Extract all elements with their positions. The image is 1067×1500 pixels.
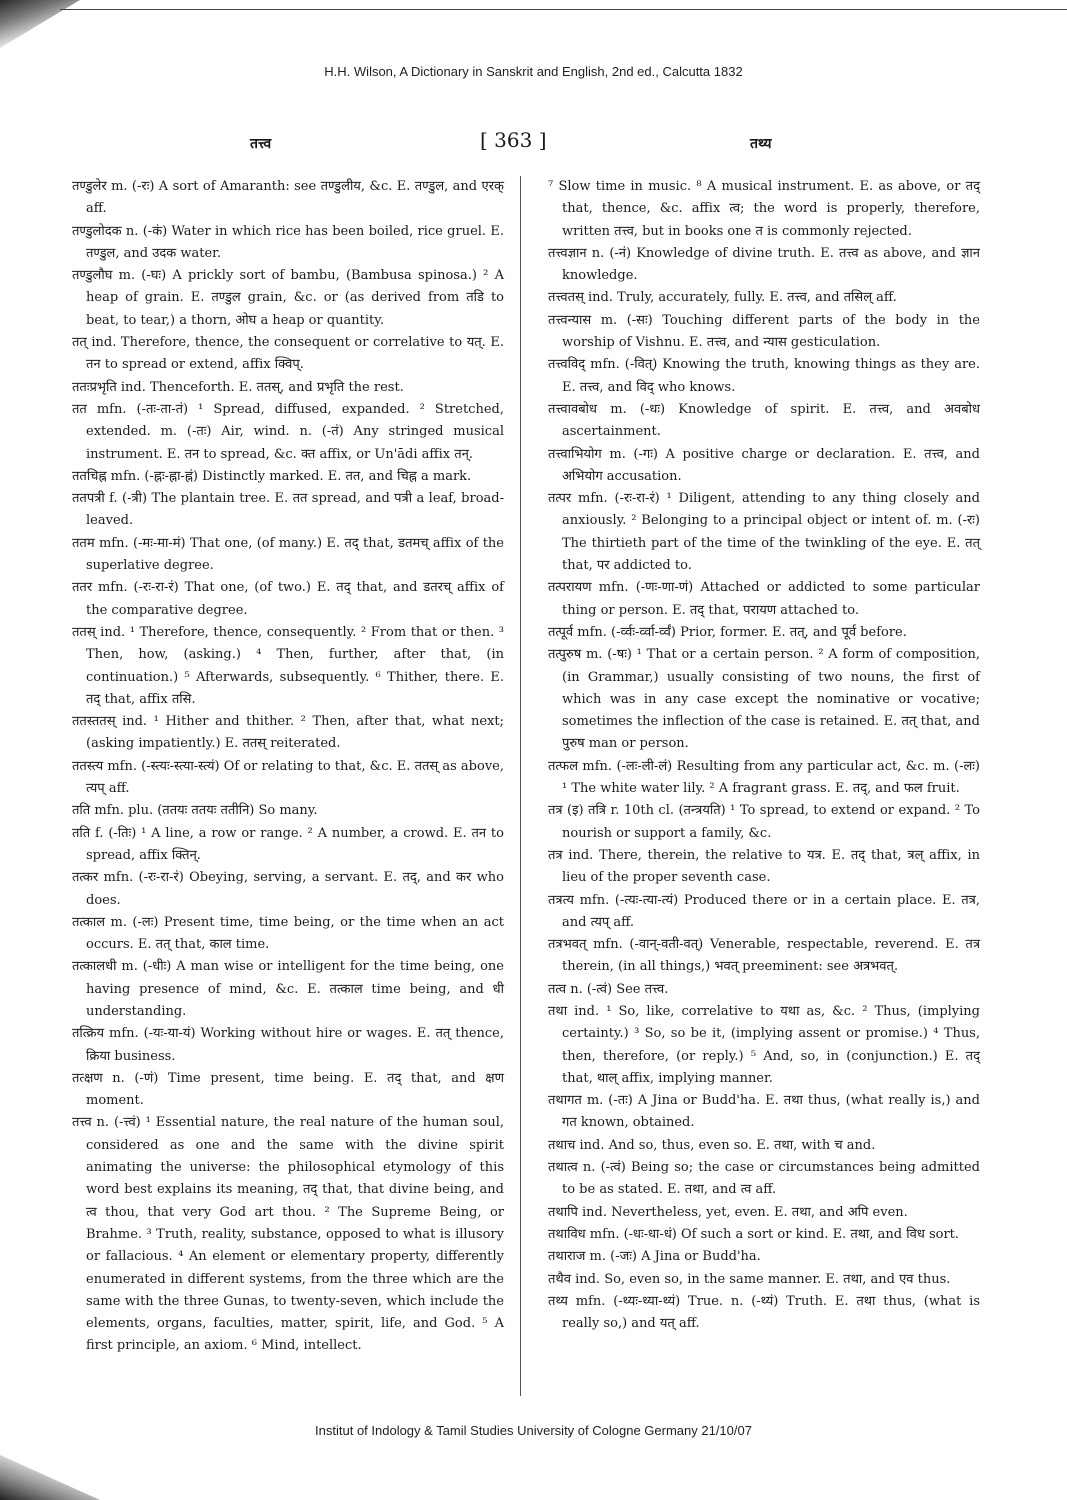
dictionary-entry: तत् ind. Therefore, thence, the consequent or correlative to यत्. E. तन to spread or extend, affix क्विप्. [72, 335, 504, 373]
source-header: H.H. Wilson, A Dictionary in Sanskrit and English, 2nd ed., Calcutta 1832 [324, 64, 743, 79]
dictionary-entry: तत्र ind. There, therein, the relative to यत्र. E. तद् that, त्रल् affix, in lieu of the proper seventh case. [548, 847, 980, 886]
dictionary-entry: तत्पर mfn. (-रः-रा-रं) ¹ Diligent, attending to any thing closely and anxiously. ² Belonging to a principal object or intent of. m. (-रः) The thirtieth part of the time of the twinkling of the eye. E. तत् that, पर addicted to. [548, 491, 980, 574]
dictionary-entry: तत्र (इ) तत्रि r. 10th cl. (तन्त्रयति) ¹ To spread, to extend or expand. ² To nourish or support a family, &c. [548, 803, 980, 841]
dictionary-entry: तत्रभवत् mfn. (-वान्-वती-वत्) Venerable, respectable, reverend. E. तत्र therein, (in all things,) भवत् preeminent: see अत्रभवत्. [548, 937, 980, 975]
dictionary-entry: तत्त्वतस् ind. Truly, accurately, fully. E. तत्त्व, and तसिल् aff. [548, 290, 897, 306]
dictionary-entry: तत्त्वन्यास m. (-सः) Touching different parts of the body in the worship of Vishnu. E. तत्त्व, and न्यास gesticulation. [548, 312, 980, 351]
page-number: [ 363 ] [480, 128, 547, 152]
dictionary-entry: तत्त्व n. (-त्त्वं) ¹ Essential nature, the real nature of the human soul, considered as one and the same with the divine spirit animating the universe: the philosophical etymology of this word best explains its meaning, तद् that, that divine being, and त्व thou, that very God art thou. ² The Supreme Being, or Brahme. ³ Truth, reality, substance, opposed to what is illusory or fallacious. ⁴ An element or elementary property, differently enumerated in different systems, from the three which are the same with the three Gunas, to twenty-seven, which include the elements, organs, faculties, matter, spirit, life, and God. ⁵ A first principle, an axiom. ⁶ Mind, intellect. [72, 1115, 504, 1354]
dictionary-entry: तत्त्वावबोध m. (-धः) Knowledge of spirit. E. तत्त्व, and अवबोध ascertainment. [548, 401, 980, 440]
dictionary-entry: तत्कालधी m. (-धीः) A man wise or intelligent for the time being, one having presence of mind, &c. E. तत्काल time being, and धी understanding. [72, 959, 504, 1019]
dictionary-entry: तत्काल m. (-लः) Present time, time being, or the time when an act occurs. E. तत् that, काल time. [72, 914, 504, 953]
column-divider [520, 176, 521, 1396]
running-head-right: तथ्य [750, 136, 772, 152]
dictionary-entry: तत्व n. (-त्वं) See तत्त्व. [548, 981, 669, 997]
scan-shadow-top [0, 0, 80, 48]
dictionary-entry: तत्फल mfn. (-लः-ली-लं) Resulting from any particular act, &c. m. (-लः) ¹ The white water lily. ² A fragrant grass. E. तद्, and फल fruit. [548, 758, 980, 797]
dictionary-entry: ततःप्रभृति ind. Thenceforth. E. ततस्, and प्रभृति the rest. [72, 379, 404, 395]
dictionary-entry: तण्डुलौघ m. (-घः) A prickly sort of bambu, (Bambusa spinosa.) ² A heap of grain. E. तण्डुल grain, &c. or (as derived from तडि to beat, to tear,) a thorn, ओघ a heap or quantity. [72, 268, 504, 328]
dictionary-entry: तत्क्षण n. (-णं) Time present, time being. E. तद् that, and क्षण moment. [72, 1070, 504, 1109]
running-head-left: तत्त्व [250, 136, 272, 152]
scan-shadow-bottom [0, 1455, 100, 1500]
dictionary-entry: तण्डुलोदक n. (-कं) Water in which rice has been boiled, rice gruel. E. तण्डुल, and उदक water. [72, 223, 504, 261]
dictionary-entry: तथैव ind. So, even so, in the same manner. E. तथा, and एव thus. [548, 1271, 951, 1287]
dictionary-entry: तत्पूर्व mfn. (-र्व्वः-र्व्वा-र्व्वं) Prior, former. E. तत्, and पूर्व before. [548, 624, 907, 640]
source-footer: Institut of Indology & Tamil Studies University of Cologne Germany 21/10/07 [315, 1423, 752, 1438]
dictionary-entry: तत्त्वज्ञान n. (-नं) Knowledge of divine truth. E. तत्त्व as above, and ज्ञान knowledge. [548, 245, 980, 284]
dictionary-entry: तत्त्वविद् mfn. (-वित्) Knowing the truth, knowing things as they are. E. तत्त्व, and विद् who knows. [548, 357, 980, 395]
dictionary-entry: ततस्त्य mfn. (-स्त्यः-स्त्या-स्त्यं) Of or relating to that, &c. E. ततस् as above, त्यप् aff. [72, 758, 504, 797]
dictionary-entry: तथाराज m. (-जः) A Jina or Budd'ha. [548, 1249, 761, 1265]
dictionary-entry: तथाविध mfn. (-धः-धा-धं) Of such a sort or kind. E. तथा, and विध sort. [548, 1226, 960, 1242]
running-head [70, 128, 995, 158]
dictionary-entry: तत्पुरुष m. (-षः) ¹ That or a certain person. ² A form of composition, (in Grammar,) usually consisting of two nouns, the first of which was in any case except the nominative or vocative; sometimes the inflection of the case is retained. E. तत् that, and पुरुष man or person. [548, 647, 980, 752]
dictionary-entry: तत्रत्य mfn. (-त्यः-त्या-त्यं) Produced there or in a certain place. E. तत्र, and त्यप् aff. [548, 892, 980, 930]
dictionary-entry: ततस् ind. ¹ Therefore, thence, consequently. ² From that or then. ³ Then, how, (asking.) ⁴ Then, further, after that, (in continuation.) ⁵ Afterwards, subsequently. ⁶ Thither, there. E. तद् that, affix तसि. [72, 624, 504, 707]
right-column [548, 176, 980, 1335]
dictionary-entry: ततपत्री f. (-त्री) The plantain tree. E. तत spread, and पत्री a leaf, broad-leaved. [72, 491, 504, 529]
dictionary-entry: तति mfn. plu. (ततयः ततयः ततीनि) So many. [72, 803, 318, 819]
dictionary-entry: तथाच ind. And so, thus, even so. E. तथा, with च and. [548, 1137, 876, 1153]
left-column [72, 176, 504, 1358]
dictionary-entry: ततचिह्न mfn. (-ह्नः-ह्ना-ह्नं) Distinctly marked. E. तत, and चिह्न a mark. [72, 468, 472, 484]
dictionary-entry: तत्परायण mfn. (-णः-णा-णं) Attached or addicted to some particular thing or person. E. तद् that, परायण attached to. [548, 580, 980, 618]
dictionary-entry: तथागत m. (-तः) A Jina or Budd'ha. E. तथा thus, (what really is,) and गत known, obtained. [548, 1093, 980, 1131]
dictionary-entry: ततस्ततस् ind. ¹ Hither and thither. ² Then, after that, what next; (asking impatiently.) E. ततस् reiterated. [72, 714, 504, 752]
dictionary-entry: तथात्व n. (-त्वं) Being so; the case or circumstances being admitted to be as stated. E. तथा, and त्व aff. [548, 1160, 980, 1198]
dictionary-entry: तथापि ind. Nevertheless, yet, even. E. तथा, and अपि even. [548, 1204, 908, 1220]
dictionary-entry: तत mfn. (-तः-ता-तं) ¹ Spread, diffused, expanded. ² Stretched, extended. m. (-तः) Air, wind. n. (-तं) Any stringed musical instrument. E. तन to spread, &c. क्त affix, or Un'ādi affix तन्. [72, 401, 504, 462]
dictionary-entry: तत्क्रिय mfn. (-यः-या-यं) Working without hire or wages. E. तत् thence, क्रिया business. [72, 1026, 504, 1064]
dictionary-entry: तथ्य mfn. (-थ्यः-थ्या-थ्यं) True. n. (-थ्यं) Truth. E. तथा thus, (what is really so,) and यत् aff. [548, 1293, 980, 1332]
dictionary-entry: तत्कर mfn. (-रः-रा-रं) Obeying, serving, a servant. E. तद्, and कर who does. [72, 870, 504, 908]
dictionary-entry: ततर mfn. (-रः-रा-रं) That one, (of two.) E. तद् that, and डतरच् affix of the comparative degree. [72, 580, 504, 618]
dictionary-entry: ततम mfn. (-मः-मा-मं) That one, (of many.) E. तद् that, डतमच् affix of the superlative degree. [72, 535, 504, 574]
dictionary-entry: तण्डुलेर m. (-रः) A sort of Amaranth: see तण्डुलीय, &c. E. तण्डुल, and एरक् aff. [72, 179, 504, 217]
dictionary-entry: तथा ind. ¹ So, like, correlative to यथा as, &c. ² Thus, (implying certainty.) ³ So, so be it, (implying assent or promise.) ⁴ Thus, then, therefore, (or reply.) ⁵ And, so, in (conjunction.) E. तद् that, थाल् affix, implying manner. [548, 1003, 980, 1086]
dictionary-entry: ⁷ Slow time in music. ⁸ A musical instrument. E. as above, or तद् that, thence, &c. affix त्व; the word is properly, therefore, written तत्त्व, but in books one त is commonly rejected. [548, 179, 980, 239]
dictionary-entry: तत्त्वाभियोग m. (-गः) A positive charge or declaration. E. तत्त्व, and अभियोग accusation. [548, 446, 980, 484]
dictionary-entry: तति f. (-तिः) ¹ A line, a row or range. ² A number, a crowd. E. तन to spread, affix क्तिन्. [72, 825, 504, 863]
scan-edge-line [60, 9, 1067, 10]
